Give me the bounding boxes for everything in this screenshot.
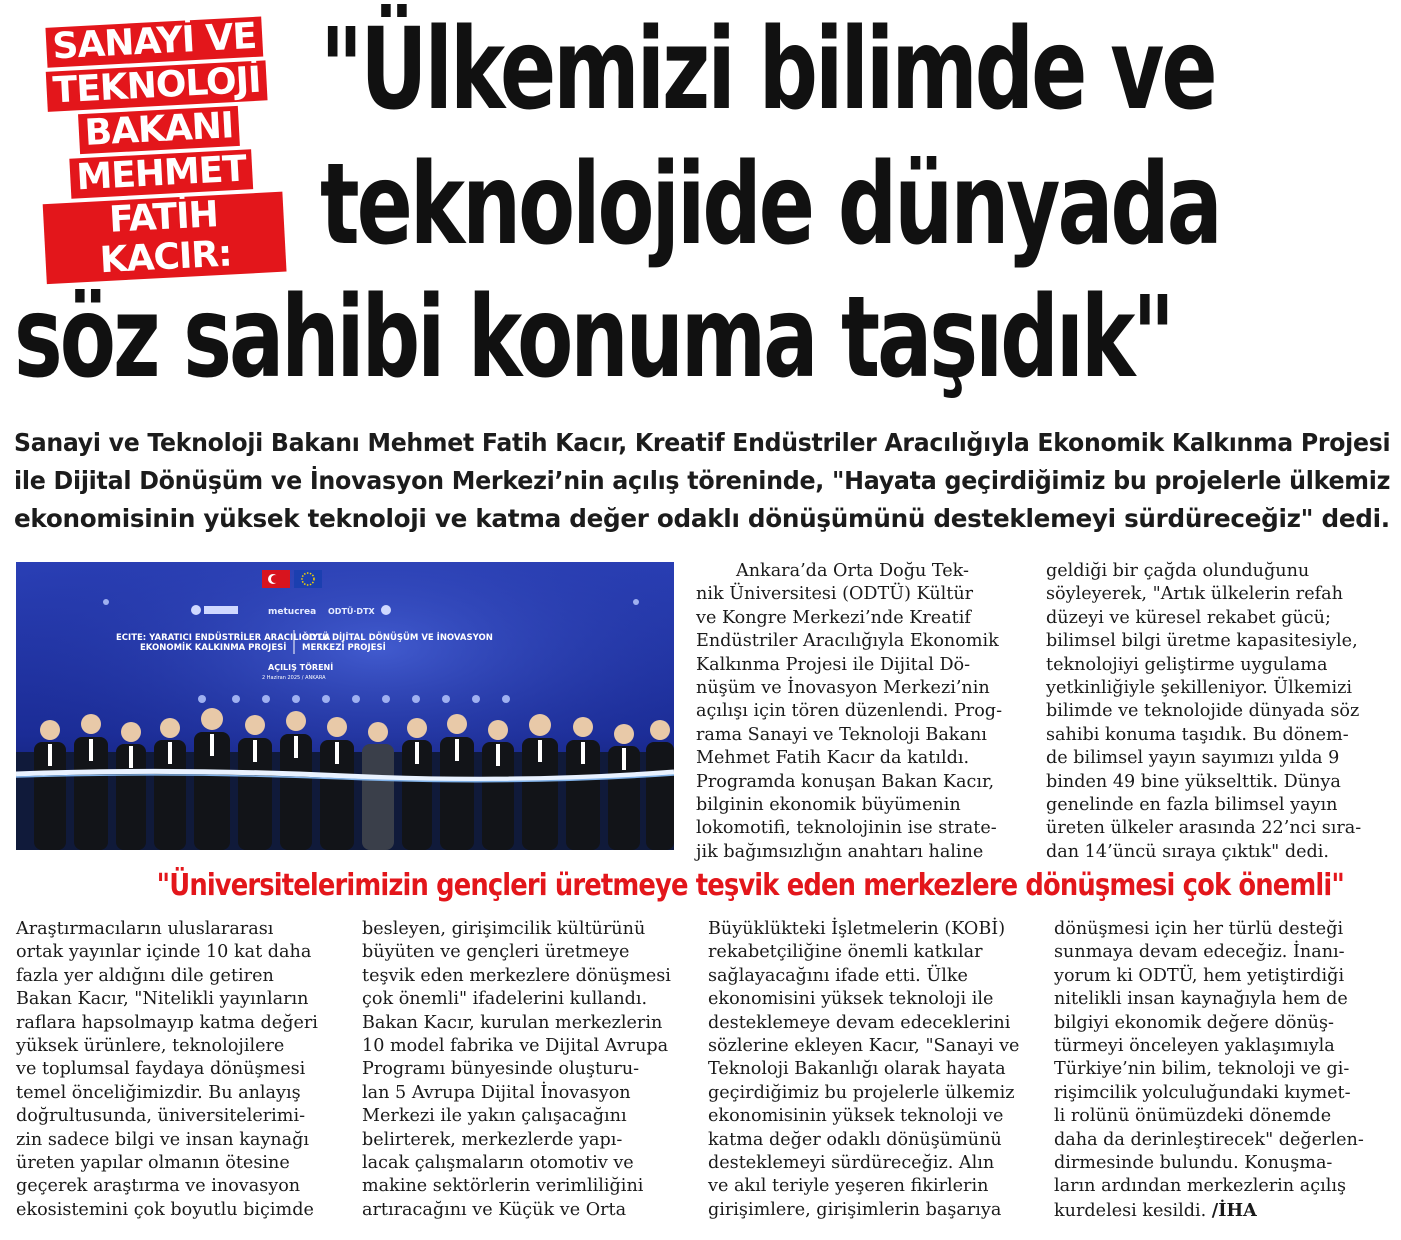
text-line: üreten ülkeler arasında 22’nci sıra- [1046,818,1362,839]
text-line: lokomotifi, teknolojinin ise strate- [696,818,997,839]
text-line: dönüşmesi için her türlü desteği [1054,919,1344,939]
text-line: geçerek araştırma ve inovasyon [16,1176,301,1197]
lead-line: Sanayi ve Teknoloji Bakanı Mehmet Fatih Kacır, Kreatif Endüstriler Aracılığıyla Ekonomik Kalkınma Projesi [14,428,1391,457]
banner-ceremony: AÇILIŞ TÖRENİ [268,663,334,672]
text-line: teşvik eden merkezlere dönüşmesi [362,965,671,986]
text-line: geçirdiğimiz bu projelerle ülkemiz [708,1082,1015,1103]
lead-line: ile Dijital Dönüşüm ve İnovasyon Merkezi’nin açılış töreninde, "Hayata geçirdiğimiz bu projelerle ülkemiz [14,466,1391,495]
text-line: daha da derinleştirecek" değerlen- [1054,1129,1364,1150]
text-line: Endüstriler Aracılığıyla Ekonomik [696,631,999,652]
text-line: ekonomisini yüksek teknoloji ile [708,989,994,1010]
text-line: de bilimsel yayın sayımızı yılda 9 [1046,748,1340,769]
banner-title-right: ODTÜ DİJİTAL DÖNÜŞÜM VE İNOVASYON [302,633,493,643]
metucrea-logo: metucrea [268,607,317,617]
article-column [362,918,692,1222]
text-line: Programda konuşan Bakan Kacır, [696,771,995,792]
text-line: ekonomisinin yüksek teknoloji ve [708,1106,1004,1127]
text-line: desteklemeye devam edeceklerini [708,1012,1011,1033]
text-line: türmeyi önceleyen yaklaşımıyla [1054,1036,1335,1057]
news-agency-credit: /İHA [1211,1199,1257,1221]
text-line: ve Kongre Merkezi’nde Kreatif [696,607,971,628]
text-line: nüşüm ve İnovasyon Merkezi’nin [696,678,990,699]
text-line: 10 model fabrika ve Dijital Avrupa [362,1036,669,1057]
text-line: Bakan Kacır, kurulan merkezlerin [362,1012,663,1033]
text-line: doğrultusunda, üniversitelerimi- [16,1106,306,1127]
odtu-dtx-logo: ODTÜ·DTX [328,607,375,616]
headline-line: teknolojide dünyada [320,140,1220,270]
text-line: sunmaya devam edeceğiz. İnanı- [1054,942,1345,963]
text-line: rişimcilik yolculuğundaki kıymet- [1054,1082,1351,1103]
article-column [1046,560,1391,864]
text-line: desteklemeyi sürdüreceğiz. Alın [708,1153,995,1174]
kicker-label [33,14,286,286]
text-line: bilginin ekonomik büyümenin [696,795,961,816]
text-line: ve toplumsal faydaya dönüşmesi [16,1059,306,1080]
text-line: lacak çalışmaların otomotiv ve [362,1153,634,1174]
text-line: Bakan Kacır, "Nitelikli yayınların [16,989,309,1010]
text-line: bilimde ve teknolojide dünyada söz [1046,701,1360,722]
text-line: girişimlere, girişimlerin başarıya [708,1199,1002,1220]
text-line: temel önceliğimizdir. Bu anlayış [16,1082,301,1103]
text-line: ortak yayınlar içinde 10 kat daha [16,942,312,963]
text-line: besleyen, girişimcilik kültürünü [362,919,646,939]
kicker-line: MEHMET [70,149,253,198]
text-line: li rolünü önümüzdeki dönemde [1054,1106,1332,1127]
text-line: Mehmet Fatih Kacır da katıldı. [696,748,970,769]
text-line: raflara hapsolmayıp katma değeri [16,1012,318,1033]
text-line: açılışı için tören düzenlendi. Prog- [696,701,1003,722]
text-line: Teknoloji Bakanlığı olarak hayata [708,1059,1006,1080]
text-line [1054,1199,1394,1223]
kicker-line: TEKNOLOJİ [46,60,268,111]
banner-title-left-2: EKONOMİK KALKINMA PROJESİ [140,643,287,653]
ceremony-photo [16,562,674,850]
text-line: bilimsel bilgi üretme kapasitesiyle, [1046,631,1358,652]
text-line: katma değer odaklı dönüşümünü [708,1129,1002,1150]
text-line: Ankara’da Orta Doğu Tek- [736,561,969,581]
subheading-text: "Üniversitelerimizin gençleri üretmeye teşvik eden merkezlere dönüşmesi çok önemli" [156,868,1344,903]
text-line: belirterek, merkezlerde yapı- [362,1129,623,1150]
text-line: nitelikli insan kaynağıyla hem de [1054,989,1348,1010]
headline-line: söz sahibi konuma taşıdık" [14,273,1173,403]
text-line: zin sadece bilgi ve insan kaynağı [16,1129,310,1150]
text-line: Araştırmacıların uluslararası [16,919,274,939]
banner-title-right-2: MERKEZİ PROJESİ [302,643,386,653]
lead-paragraph [14,424,1394,538]
text-line: artıracağını ve Küçük ve Orta [362,1199,627,1220]
lead-line: ekonomisinin yüksek teknoloji ve katma değer odaklı dönüşümünü desteklemeyi sürdüreceğiz" dedi. [14,504,1390,533]
article-column [16,918,346,1222]
text-line: Türkiye’nin bilim, teknoloji ve gi- [1054,1059,1350,1080]
banner-date: 2 Haziran 2025 / ANKARA [262,675,326,681]
text-line: üreten yapılar olmanın ötesine [16,1153,290,1174]
text-line: fazla yer aldığını dile getiren [16,965,274,986]
text-line: yorum ki ODTÜ, hem yetiştirdiği [1054,965,1345,986]
text-line: dirmesinde bulundu. Konuşma- [1054,1153,1333,1174]
text-line: dan 14’üncü sıraya çıktık" dedi. [1046,841,1330,862]
ceremony-photo-illustration [16,562,674,850]
text-line: binden 49 bine yükselttik. Dünya [1046,771,1341,792]
text-line: ların ardından merkezlerin açılış [1054,1176,1346,1197]
text-line: geldiği bir çağda olunduğunu [1046,561,1310,581]
text-line: rekabetçiliğine önemli katkılar [708,942,983,963]
text-line: sözlerine ekleyen Kacır, "Sanayi ve [708,1036,1020,1057]
kicker-line: FATİH KACIR: [43,192,287,284]
text-line: Büyüklükteki İşletmelerin (KOBİ) [708,919,1006,939]
headline-line: "Ülkemizi bilimde ve [320,5,1215,135]
text-line: sağlayacağını ifade etti. Ülke [708,965,968,986]
text-line: teknolojiyi geliştirme uygulama [1046,654,1328,675]
text-line: Programı bünyesinde oluşturu- [362,1059,640,1080]
text-line: genelinde en fazla bilimsel yayın [1046,795,1338,816]
article-column [708,918,1038,1222]
text-line: düzeyi ve küresel rekabet gücü; [1046,607,1331,628]
kicker-line: SANAYİ VE [46,17,264,68]
article-column [1054,918,1394,1223]
text-line: lan 5 Avrupa Dijital İnovasyon [362,1082,631,1103]
text-line: çok önemli" ifadelerini kullandı. [362,989,648,1010]
subheading [60,866,1350,906]
text-line: ekosistemini çok boyutlu biçimde [16,1199,314,1220]
text-line: büyüten ve gençleri üretmeye [362,942,630,963]
text-line: Merkezi ile yakın çalışacağını [362,1106,627,1127]
text-line: rama Sanayi ve Teknoloji Bakanı [696,724,987,745]
text-line-end: kurdelesi kesildi. [1054,1200,1207,1221]
text-line: ve akıl teriyle yeşeren fikirlerin [708,1176,989,1197]
text-line: yetkinliğiyle şekilleniyor. Ülkemizi [1046,678,1353,699]
text-line: bilgiyi ekonomik değere dönüş- [1054,1012,1334,1033]
text-line: söyleyerek, "Artık ülkelerin refah [1046,584,1343,605]
text-line: nik Üniversitesi (ODTÜ) Kültür [696,584,974,605]
kicker-line: BAKANI [78,106,240,154]
banner-title-left: ECITE: YARATICI ENDÜSTRİLER ARACILIĞIYLA [116,633,331,643]
article-column [696,560,1026,864]
text-line: sahibi konuma taşıdık. Bu dönem- [1046,724,1349,745]
text-line: jik bağımsızlığın anahtarı haline [696,841,984,862]
text-line: makine sektörlerin verimliliğini [362,1176,644,1197]
text-line: Kalkınma Projesi ile Dijital Dö- [696,654,971,675]
text-line: yüksek ürünlere, teknolojilere [16,1036,285,1057]
